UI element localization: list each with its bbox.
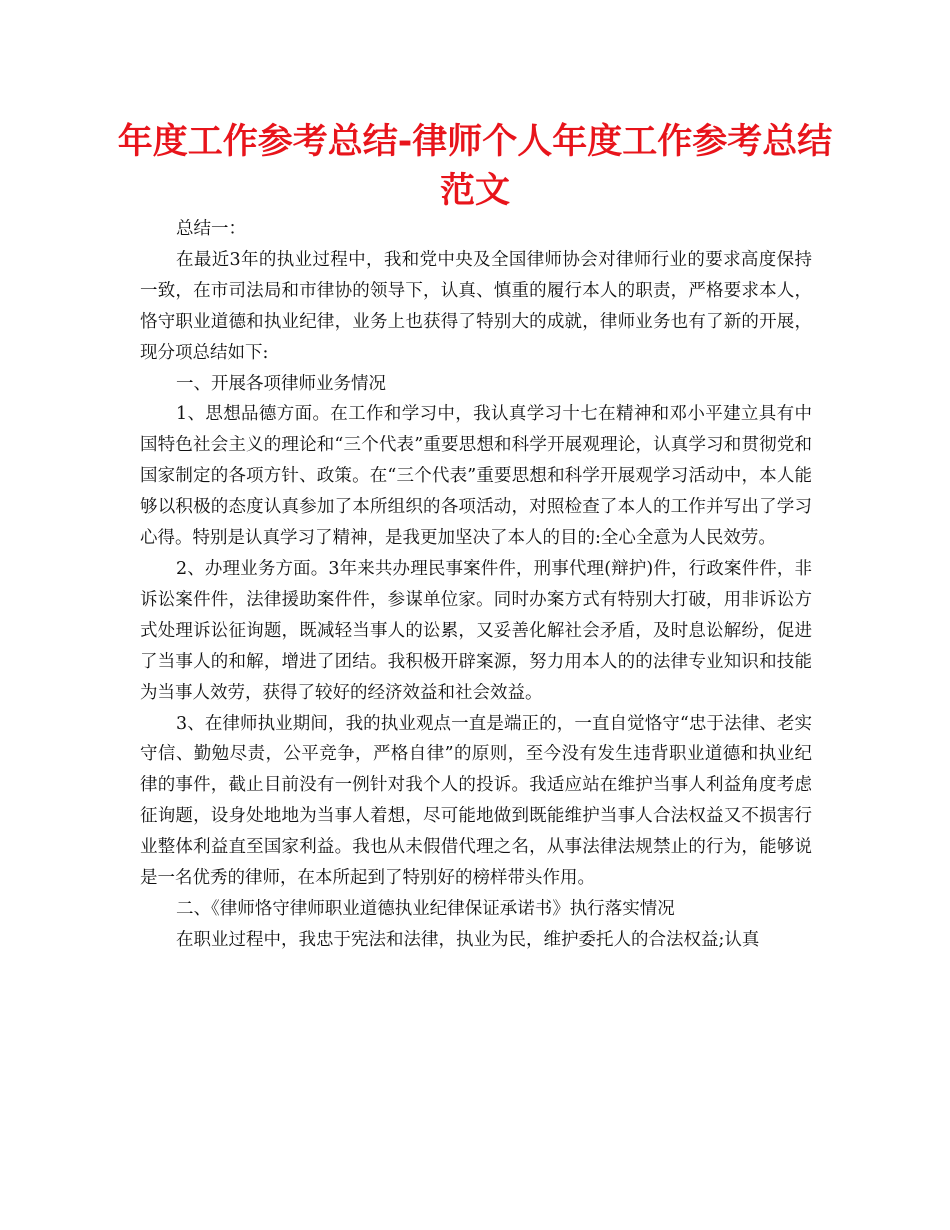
intro-paragraph: 在最近3年的执业过程中，我和党中央及全国律师协会对律师行业的要求高度保持一致，在市司法局和市律协的领导下，认真、慎重的履行本人的职责，严格要求本人，恪守职业道德和执业纪律，业务上也获得了特别大的成就，律师业务也有了新的开展，现分项总结如下:	[140, 249, 812, 363]
section-2-heading: 二、《律师恪守律师职业道德执业纪律保证承诺书》执行落实情况	[176, 898, 675, 919]
item-3-paragraph: 3、在律师执业期间，我的执业观点一直是端正的，一直自觉恪守“忠于法律、老实守信、勤勉尽责，公平竞争，严格自律”的原则，至今没有发生违背职业道德和执业纪律的事件，截止目前没有一例针对我个人的投诉。我适应站在维护当事人利益角度考虑征询题，设身处地地为当事人着想，尽可能地做到既能维护当事人合法权益又不损害行业整体利益直至国家利益。我也从未假借代理之名，从事法律法规禁止的行为，能够说是一名优秀的律师，在本所起到了特别好的榜样带头作用。	[140, 713, 812, 889]
item-1-paragraph: 1、思想品德方面。在工作和学习中，我认真学习十七在精神和邓小平建立具有中国特色社会主义的理论和“三个代表”重要思想和科学开展观理论，认真学习和贯彻党和国家制定的各项方针、政策。在“三个代表”重要思想和科学开展观学习活动中，本人能够以积极的态度认真参加了本所组织的各项活动，对照检查了本人的工作并写出了学习心得。特别是认真学习了精神，是我更加坚决了本人的目的:全心全意为人民效劳。	[140, 404, 812, 549]
section-2-paragraph: 在职业过程中，我忠于宪法和法律，执业为民，维护委托人的合法权益;认真	[176, 929, 760, 950]
summary-label: 总结一：	[176, 219, 246, 239]
document-body	[140, 214, 812, 956]
item-2-paragraph: 2、办理业务方面。3年来共办理民事案件件，刑事代理(辩护)件，行政案件件，非诉讼案件件，法律援助案件件，参谋单位家。同时办案方式有特别大打破，用非诉讼方式处理诉讼征询题，既减轻当事人的讼累，又妥善化解社会矛盾，及时息讼解纷，促进了当事人的和解，增进了团结。我积极开辟案源，努力用本人的的法律专业知识和技能为当事人效劳，获得了较好的经济效益和社会效益。	[140, 558, 812, 703]
document-title: 年度工作参考总结-律师个人年度工作参考总结范文	[117, 122, 833, 211]
section-1-heading: 一、开展各项律师业务情况	[176, 373, 386, 394]
